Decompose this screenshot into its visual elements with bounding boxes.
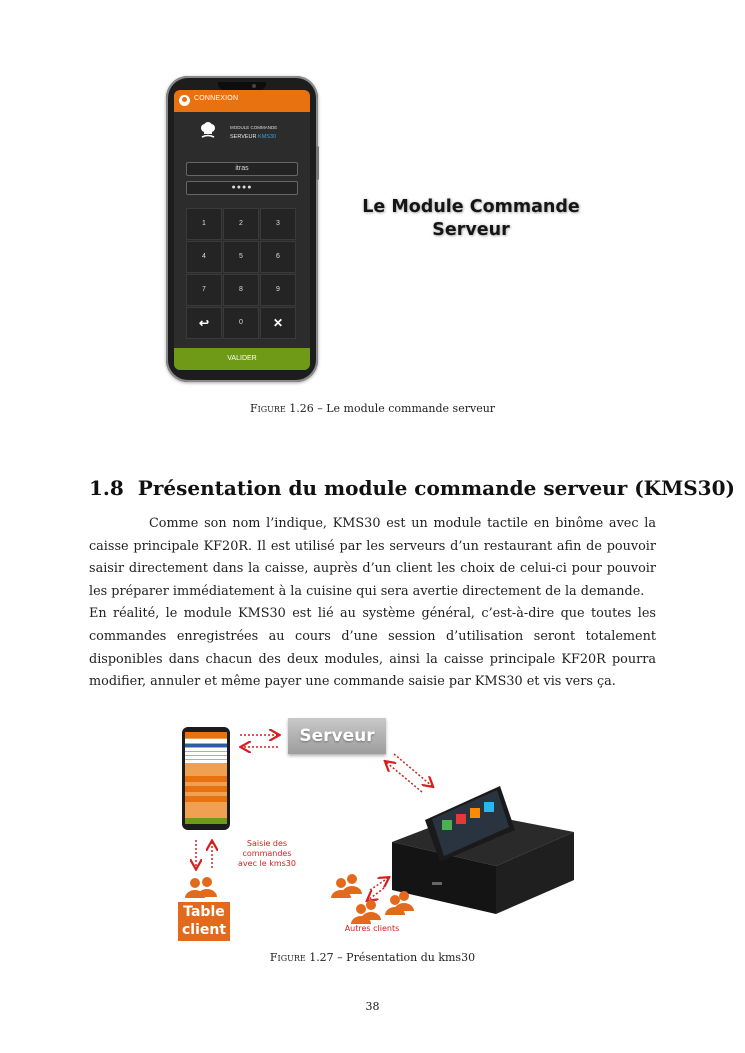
input-note xyxy=(232,839,302,869)
key-8[interactable]: 8 xyxy=(223,274,259,306)
server-box: Serveur xyxy=(288,718,386,754)
module-label: MODULE COMMANDE xyxy=(230,125,278,130)
key-5[interactable]: 5 xyxy=(223,241,259,273)
caption-text: – Présentation du kms30 xyxy=(333,951,476,964)
table-client-line1: Table xyxy=(183,904,225,920)
table-client-label xyxy=(178,902,230,941)
table-client-line2: client xyxy=(181,922,227,938)
section-title: Présentation du module commande serveur (KMS30) xyxy=(137,476,735,500)
figure-title-line1: Le Module Commande xyxy=(362,197,580,217)
input-note-line3: avec le kms30 xyxy=(238,859,296,868)
module-name-kms: KMS30 xyxy=(258,134,277,140)
input-note-line2: commandes xyxy=(242,849,292,858)
figure-1-27-caption xyxy=(0,951,745,964)
paragraph: Comme son nom l’indique, KMS30 est un module tactile en binôme avec la caisse principale KF20R. Il est utilisé par les serveurs d’un restaurant afin de pouvoir saisir directement dans la caisse, auprès d’un client les choix de celui-ci pour pouvoir les préparer immédiatement à la cuisine qui sera avertie directement de la demande. xyxy=(89,516,656,599)
login-header-title: CONNEXION xyxy=(194,95,239,102)
module-name-prefix: SERVEUR xyxy=(230,134,259,140)
section-number: 1.8 xyxy=(89,476,124,500)
section-body xyxy=(89,513,656,694)
chef-hat-icon xyxy=(200,122,216,140)
input-note-line1: Saisie des xyxy=(246,839,288,848)
key-2[interactable]: 2 xyxy=(223,208,259,240)
login-header xyxy=(174,90,310,112)
back-arrow-icon[interactable]: ↩ xyxy=(186,307,222,339)
figure-title xyxy=(340,196,602,242)
module-name xyxy=(230,134,276,140)
key-7[interactable]: 7 xyxy=(186,274,222,306)
diagram-arrows xyxy=(170,712,580,944)
validate-button[interactable]: VALIDER xyxy=(174,348,310,370)
section-heading xyxy=(89,476,735,500)
caption-label: Figure 1.27 xyxy=(269,951,334,964)
paragraph: En réalité, le module KMS30 est lié au système général, c’est-à-dire que toutes les commandes enregistrées au cours d’une session d’utilisation seront totalement disponibles dans chacun des deux modules, ainsi la caisse principale KF20R pourra modifier, annuler et même payer une commande saisie par KMS30 et vis vers ça. xyxy=(89,606,656,690)
user-icon xyxy=(179,95,190,106)
key-4[interactable]: 4 xyxy=(186,241,222,273)
kms30-diagram xyxy=(170,712,580,944)
key-9[interactable]: 9 xyxy=(260,274,296,306)
phone-side-button xyxy=(316,146,319,180)
other-clients-label: Autres clients xyxy=(344,924,400,933)
password-field[interactable]: ●●●● xyxy=(186,181,298,195)
clear-icon[interactable]: ✕ xyxy=(260,307,296,339)
key-6[interactable]: 6 xyxy=(260,241,296,273)
key-3[interactable]: 3 xyxy=(260,208,296,240)
key-1[interactable]: 1 xyxy=(186,208,222,240)
caption-label: Figure 1.26 xyxy=(249,402,314,415)
login-screen xyxy=(174,90,310,370)
username-field[interactable]: itras xyxy=(186,162,298,176)
figure-title-line2: Serveur xyxy=(432,220,510,240)
key-0[interactable]: 0 xyxy=(223,307,259,339)
caption-text: – Le module commande serveur xyxy=(313,402,496,415)
figure-1-26-caption xyxy=(0,402,745,415)
page-number: 38 xyxy=(365,1000,380,1013)
cash-register-icon xyxy=(392,786,574,914)
phone-mockup xyxy=(166,76,318,382)
